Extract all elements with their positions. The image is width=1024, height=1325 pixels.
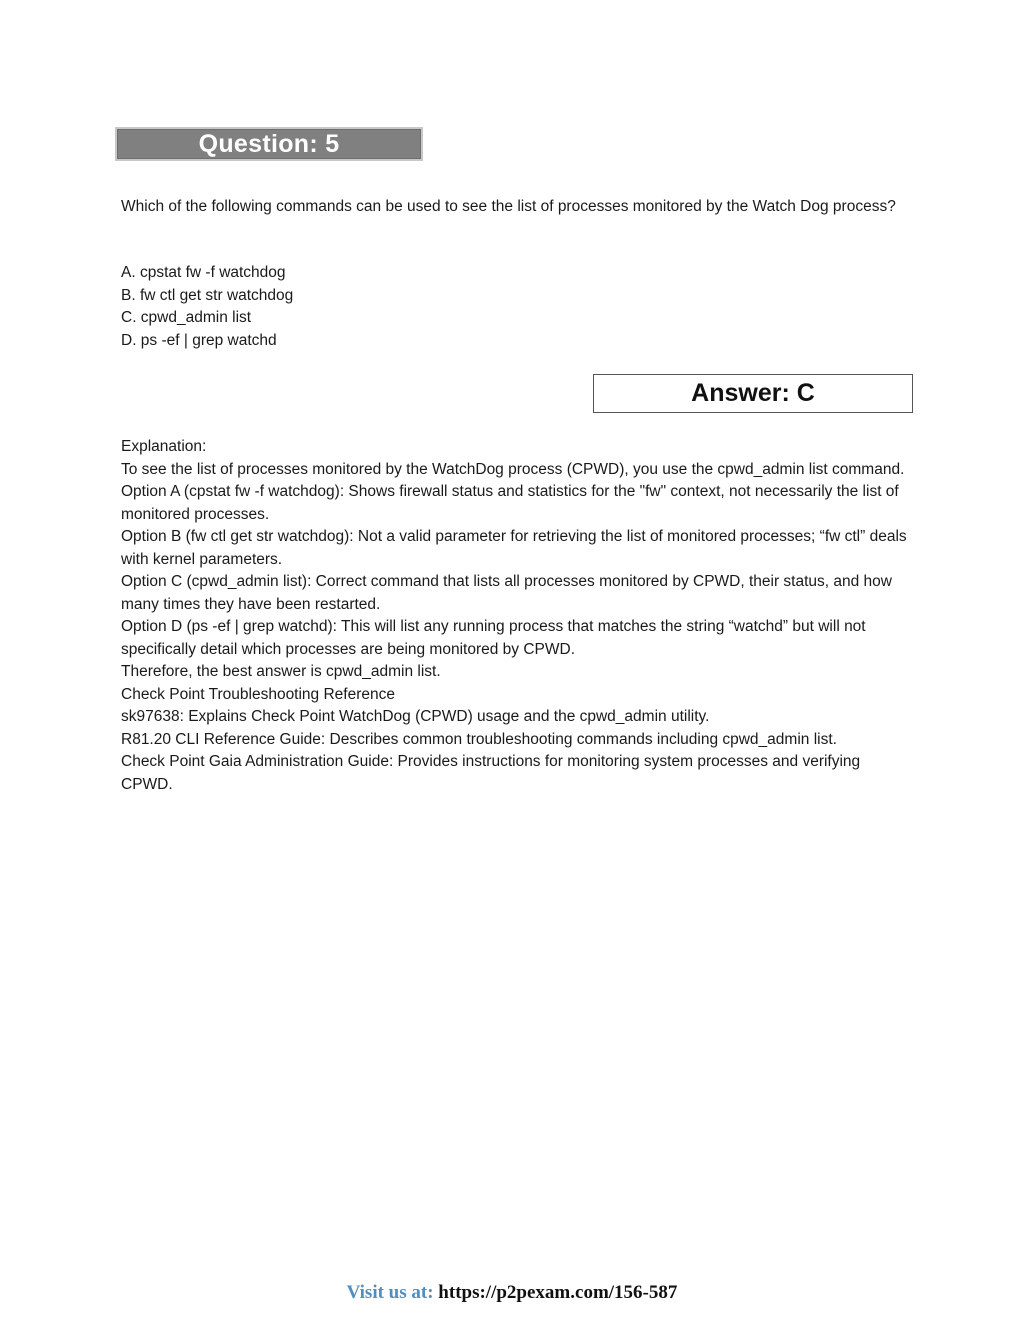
option-c: C. cpwd_admin list [121, 309, 252, 326]
footer-visit-label: Visit us at: [346, 1282, 434, 1303]
explanation-line: R81.20 CLI Reference Guide: Describes common troubleshooting commands including cpwd_admin list. [121, 730, 837, 748]
answer-box [593, 374, 913, 413]
explanation-line: Check Point Troubleshooting Reference [121, 685, 395, 703]
explanation-line: Option D (ps -ef | grep watchd): This will list any running process that matches the string “watchd” but will not specifically detail which processes are being monitored by CPWD. [121, 618, 866, 658]
answer-label: Answer: C [691, 379, 815, 407]
footer [0, 1282, 1024, 1304]
explanation-line: sk97638: Explains Check Point WatchDog (CPWD) usage and the cpwd_admin utility. [121, 708, 710, 725]
answer-options [121, 262, 821, 352]
footer-url-link[interactable]: https://p2pexam.com/156-587 [438, 1282, 678, 1303]
explanation-line: To see the list of processes monitored by the WatchDog process (CPWD), you use the cpwd_admin list command. [121, 460, 905, 478]
question-title: Question: 5 [198, 129, 340, 158]
explanation-line: Therefore, the best answer is cpwd_admin list. [121, 663, 441, 680]
option-a: A. cpstat fw -f watchdog [121, 264, 286, 281]
explanation-line: Option A (cpstat fw -f watchdog): Shows firewall status and statistics for the "fw" context, not necessarily the list of monitored processes. [121, 483, 899, 523]
explanation-heading: Explanation: [121, 438, 207, 455]
question-text: Which of the following commands can be used to see the list of processes monitored by the Watch Dog process? [121, 198, 896, 215]
explanation-line: Option B (fw ctl get str watchdog): Not a valid parameter for retrieving the list of monitored processes; “fw ctl” deals with kernel parameters. [121, 528, 907, 568]
option-d: D. ps -ef | grep watchd [121, 331, 277, 349]
explanation [121, 436, 911, 796]
option-b: B. fw ctl get str watchdog [121, 286, 294, 304]
question-header [115, 127, 423, 161]
explanation-line: Check Point Gaia Administration Guide: Provides instructions for monitoring system processes and verifying CPWD. [121, 753, 861, 793]
explanation-line: Option C (cpwd_admin list): Correct command that lists all processes monitored by CPWD, their status, and how many times they have been restarted. [121, 573, 892, 613]
